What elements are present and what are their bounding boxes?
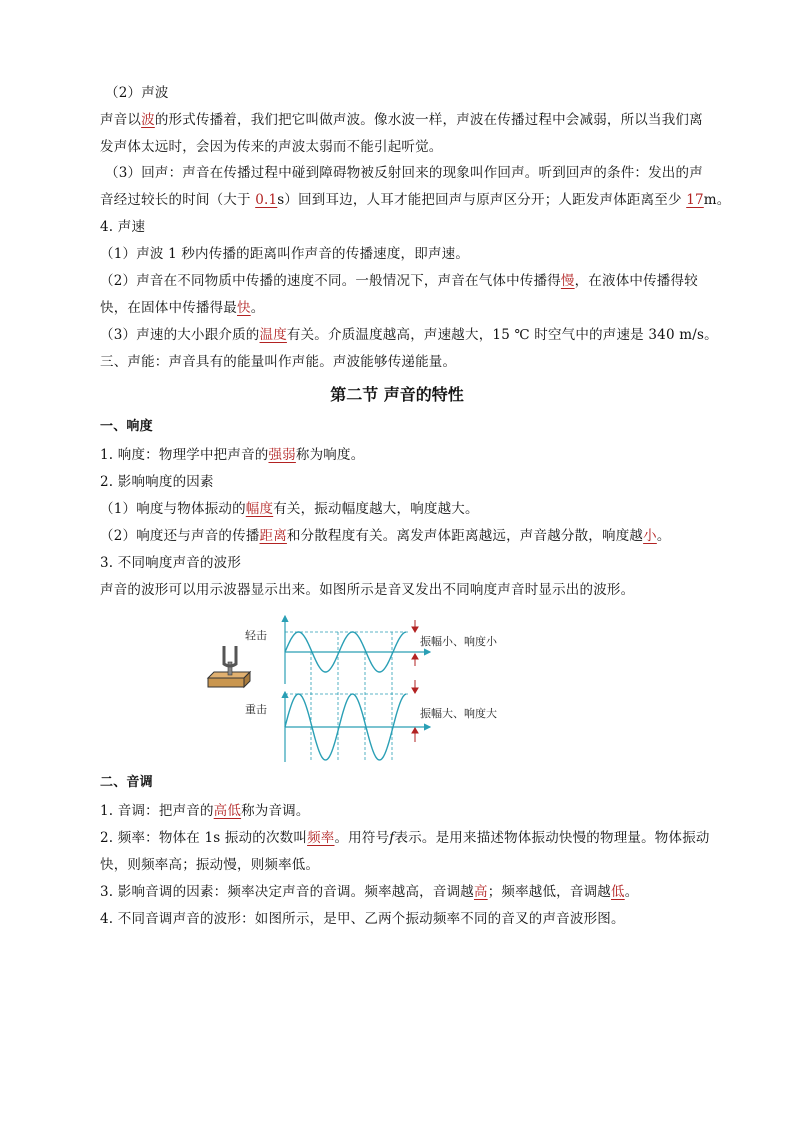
note-heavy: 振幅大、响度大 [420,707,497,720]
tuning-fork-icon [208,646,250,687]
para-loudness-6: 声音的波形可以用示波器显示出来。如图所示是音叉发出不同响度声音时显示出的波形。 [100,582,635,598]
light-waveform [285,616,430,684]
heading-loudness: 一、响度 [100,419,153,434]
para-speed-2b: 快，在固体中传播得最快。 [100,300,265,316]
blank-answer: 幅度 [245,501,274,517]
blank-answer: 快 [237,300,251,316]
para-speed-2: （2）声音在不同物质中传播的速度不同。一般情况下，声音在气体中传播得慢，在液体中传播得较 [100,273,698,289]
para-loudness-4: （2）响度还与声音的传播距离和分散程度有关。离发声体距离越远，声音越分散，响度越小。 [100,528,671,544]
para-loudness-5: 3. 不同响度声音的波形 [100,555,242,571]
blank-answer: 高低 [213,803,242,819]
para-pitch-4: 3. 影响音调的因素：频率决定声音的音调。频率越高，音调越高；频率越低，音调越低。 [100,884,639,900]
symbol-f: f [389,830,395,846]
blank-answer: 温度 [259,327,287,343]
para-pitch-3: 快，则频率高；振动慢，则频率低。 [100,857,320,873]
guide-lines [311,632,392,760]
blank-answer: 高 [473,884,488,900]
para-pitch-5: 4. 不同音调声音的波形：如图所示，是甲、乙两个振动频率不同的音叉的声音波形图。 [100,911,625,927]
para-pitch-2: 2. 频率：物体在 1s 振动的次数叫频率。用符号f表示。是用来描述物体振动快慢的物理量。物体振动 [100,830,710,846]
waveform-figure [200,612,510,764]
blank-answer: 距离 [259,528,287,544]
para-sound-energy: 三、声能：声音具有的能量叫作声能。声波能够传递能量。 [100,354,457,370]
blank-answer: 0.1 [255,192,278,208]
para-sound-wave-1: 声音以波的形式传播着，我们把它叫做声波。像水波一样，声波在传播过程中会减弱，所以当我们离 [100,112,703,128]
para-loudness-1: 1. 响度：物理学中把声音的强弱称为响度。 [100,447,365,463]
blank-answer: 低 [611,884,625,900]
note-light: 振幅小、响度小 [420,635,497,648]
blank-answer: 17 [686,192,704,208]
section-title: 第二节 声音的特性 [330,385,464,404]
heading-sound-speed: 4. 声速 [100,219,146,235]
para-speed-1: （1）声波 1 秒内传播的距离叫作声音的传播速度，即声速。 [100,246,470,262]
blank-answer: 波 [141,112,155,128]
heavy-waveform [285,692,430,762]
para-speed-3: （3）声速的大小跟介质的温度有关。介质温度越高，声速越大，15 ℃ 时空气中的声速是 340 m/s。 [100,327,718,343]
label-heavy-strike: 重击 [245,703,267,716]
blank-answer: 慢 [560,273,575,289]
para-loudness-3: （1）响度与物体振动的幅度有关，振动幅度越大，响度越大。 [100,501,479,517]
para-pitch-1: 1. 音调：把声音的高低称为音调。 [100,803,310,819]
para-loudness-2: 2. 影响响度的因素 [100,474,214,490]
para-sound-wave-2: 发声体太远时，会因为传来的声波太弱而不能引起听觉。 [100,139,443,155]
label-light-strike: 轻击 [245,629,267,642]
heading-pitch: 二、音调 [100,775,153,790]
amplitude-arrows [412,620,418,742]
blank-answer: 小 [643,528,657,544]
blank-answer: 频率 [307,830,335,846]
para-echo-2: 音经过较长的时间（大于 0.1s）回到耳边，人耳才能把回声与原声区分开；人距发声体距离至少 17m。 [100,192,731,208]
para-echo-1: （3）回声：声音在传播过程中碰到障碍物被反射回来的现象叫作回声。听到回声的条件：发出的声 [105,165,703,181]
heading-sound-wave: （2）声波 [105,85,169,101]
blank-answer: 强弱 [268,447,296,463]
